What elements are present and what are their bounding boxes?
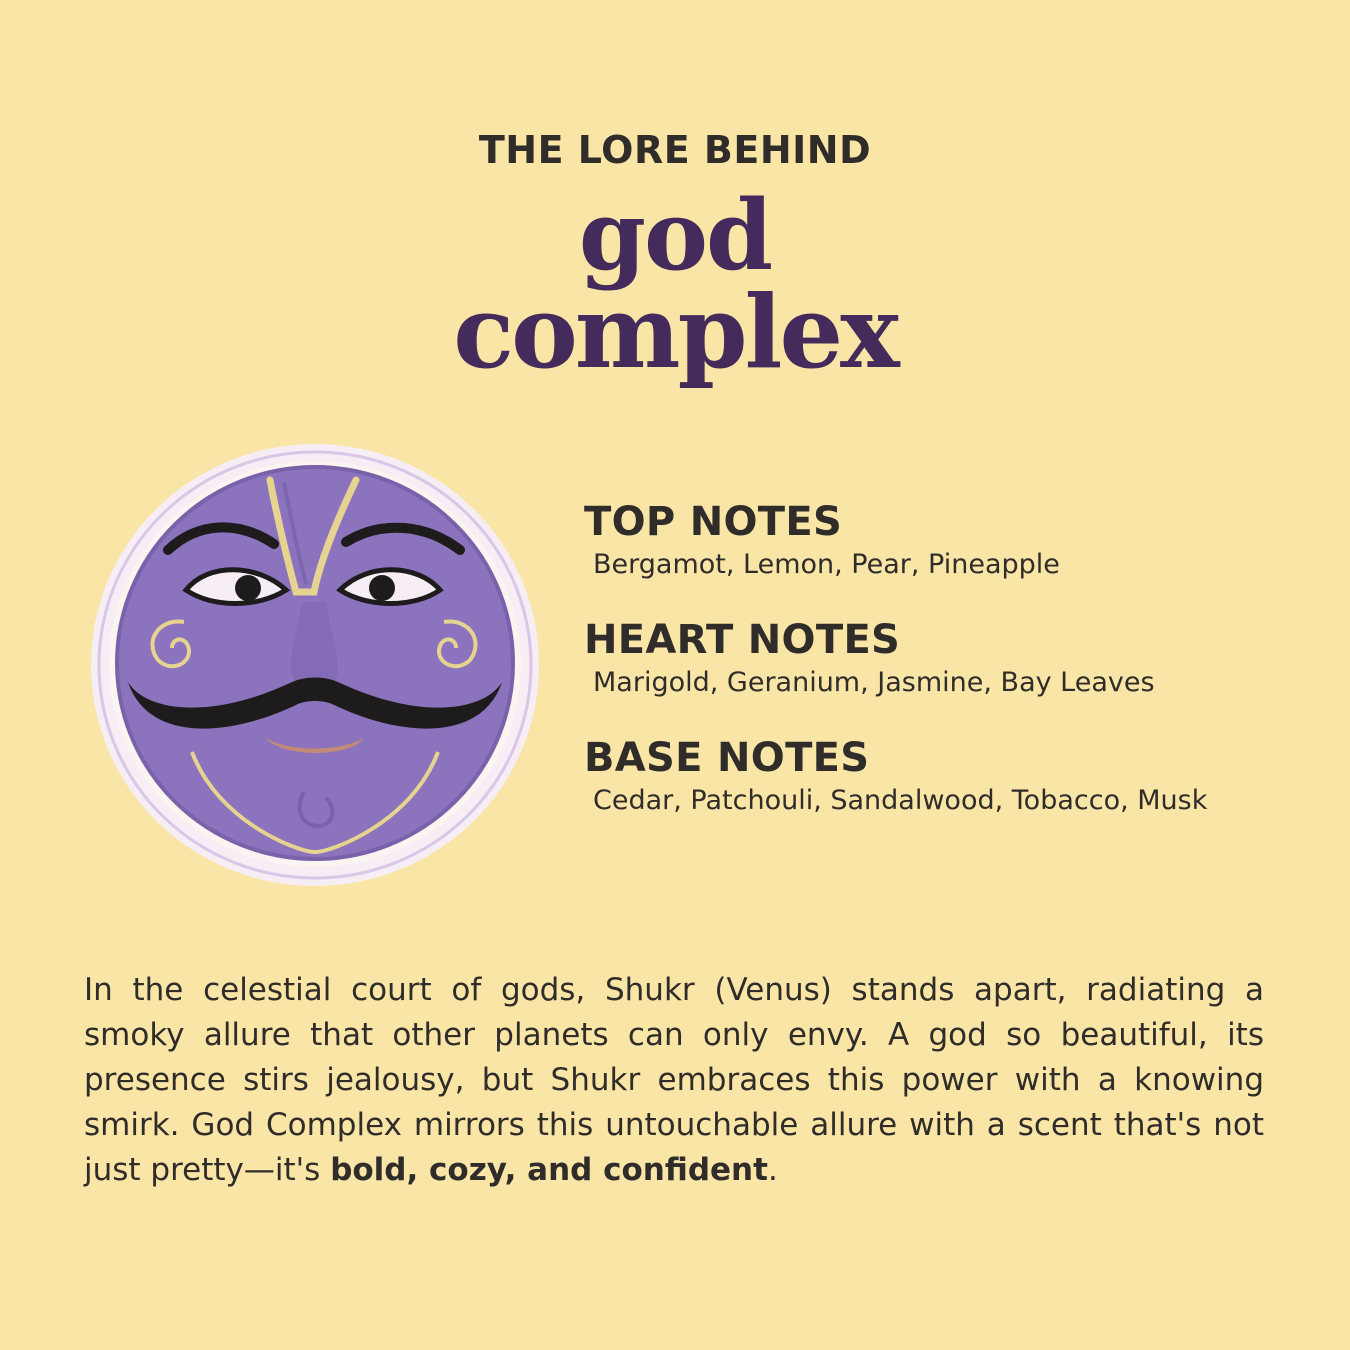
lore-kicker: THE LORE BEHIND — [478, 128, 872, 172]
base-notes — [584, 734, 1304, 818]
heart-notes-heading: HEART NOTES — [584, 617, 901, 663]
title-line-god: god — [578, 179, 772, 292]
top-notes-list: Bergamot, Lemon, Pear, Pineapple — [593, 549, 1060, 580]
base-notes-list: Cedar, Patchouli, Sandalwood, Tobacco, Musk — [593, 785, 1208, 816]
fragrance-notes — [584, 498, 1304, 852]
lore-emphasis: bold, cozy, and confident — [330, 1152, 768, 1188]
lore-paragraph — [84, 968, 1264, 1193]
lore-end: . — [767, 1152, 778, 1188]
base-notes-heading: BASE NOTES — [584, 735, 870, 781]
shukr-face-illustration — [88, 442, 542, 888]
heart-notes — [584, 616, 1304, 700]
heart-notes-list: Marigold, Geranium, Jasmine, Bay Leaves — [593, 667, 1155, 698]
title-line-complex: complex — [453, 273, 897, 391]
top-notes — [584, 498, 1304, 582]
top-notes-heading: TOP NOTES — [584, 499, 843, 545]
lore-text: In the celestial court of gods, Shukr (Venus) stands apart, radiating a smoky allure that other planets can only envy. A god so beautiful, its presence stirs jealousy, but Shukr embraces this power with a knowing smirk. God Complex mirrors this untouchable allure with a scent that's not just pretty—it's — [84, 972, 1264, 1188]
